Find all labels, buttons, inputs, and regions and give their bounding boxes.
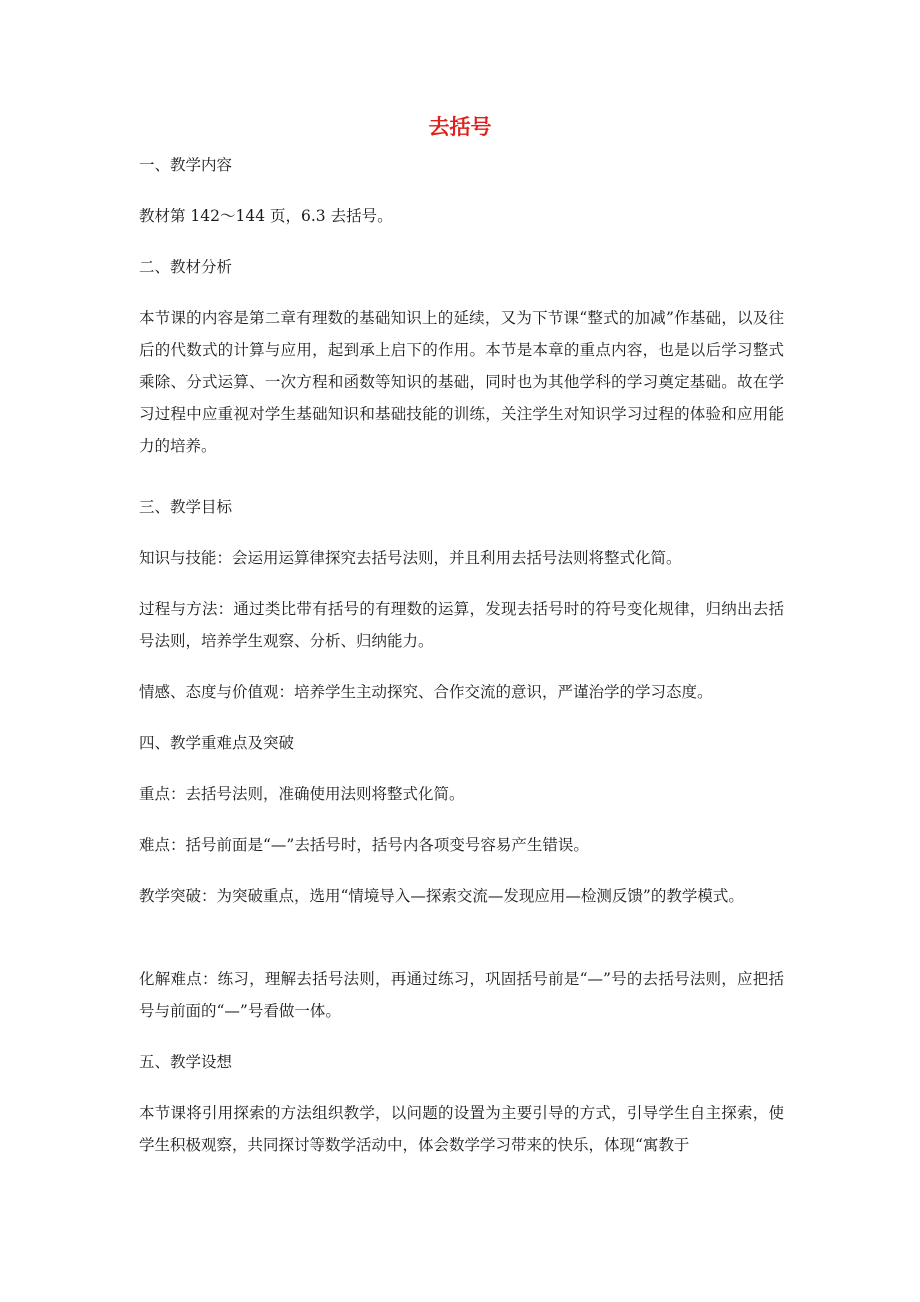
paragraph-goal-knowledge-skills: 知识与技能：会运用运算律探究去括号法则，并且利用去括号法则将整式化简。 <box>139 549 682 567</box>
section-heading-teaching-goals: 三、教学目标 <box>139 498 233 516</box>
section-heading-teaching-concept: 五、教学设想 <box>139 1053 233 1071</box>
section-heading-key-difficult-points: 四、教学重难点及突破 <box>139 734 295 752</box>
paragraph-resolve-difficulty: 化解难点：练习，理解去括号法则，再通过练习，巩固括号前是“—”号的去括号法则，应把括号与前面的“—”号看做一体。 <box>139 970 784 1020</box>
document-title: 去括号 <box>428 115 492 139</box>
paragraph-key-point: 重点：去括号法则，准确使用法则将整式化简。 <box>139 785 465 803</box>
section-heading-teaching-content: 一、教学内容 <box>139 156 233 174</box>
paragraph-difficult-point: 难点：括号前面是“—”去括号时，括号内各项变号容易产生错误。 <box>139 836 589 854</box>
paragraph-goal-attitude-values: 情感、态度与价值观：培养学生主动探究、合作交流的意识，严谨治学的学习态度。 <box>139 683 713 701</box>
paragraph-teaching-concept: 本节课将引用探索的方法组织教学，以问题的设置为主要引导的方式，引导学生自主探索，使学生积极观察，共同探讨等数学活动中，体会数学学习带来的快乐，体现“寓教于 <box>139 1104 784 1154</box>
section-heading-textbook-analysis: 二、教材分析 <box>139 258 233 276</box>
paragraph-teaching-breakthrough: 教学突破：为突破重点，选用“情境导入—探索交流—发现应用—检测反馈”的教学模式。 <box>139 887 744 905</box>
paragraph-textbook-analysis: 本节课的内容是第二章有理数的基础知识上的延续，又为下节课“整式的加减”作基础，以及往后的代数式的计算与应用，起到承上启下的作用。本节是本章的重点内容，也是以后学习整式乘除、分式运算、一次方程和函数等知识的基础，同时也为其他学科的学习奠定基础。故在学习过程中应重视对学生基础知识和基础技能的训练，关注学生对知识学习过程的体验和应用能力的培养。 <box>139 309 784 455</box>
paragraph-textbook-pages: 教材第 142～144 页，6.3 去括号。 <box>139 207 393 225</box>
paragraph-goal-process-method: 过程与方法：通过类比带有括号的有理数的运算，发现去括号时的符号变化规律，归纳出去括号法则，培养学生观察、分析、归纳能力。 <box>139 600 784 650</box>
